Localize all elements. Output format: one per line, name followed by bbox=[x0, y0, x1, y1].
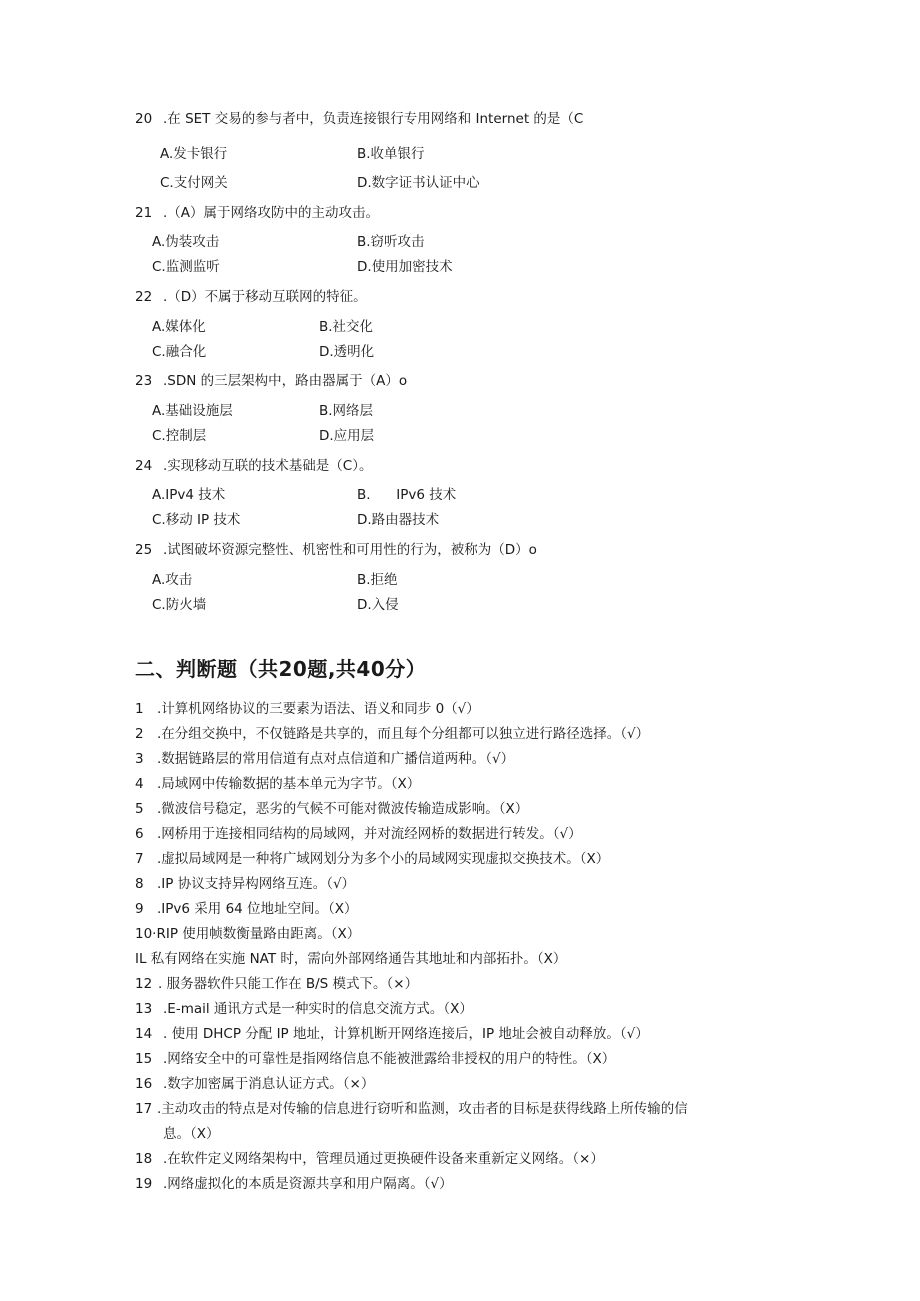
item-text: .在软件定义网络架构中，管理员通过更换硬件设备来重新定义网络。（×） bbox=[163, 1151, 604, 1167]
option-d: D.透明化 bbox=[319, 344, 375, 360]
option-d: D.数字证书认证中心 bbox=[357, 175, 480, 191]
option-c: C.防火墙 bbox=[152, 597, 207, 613]
question-number: 22 bbox=[135, 289, 153, 305]
item-text: . 服务器软件只能工作在 B/S 模式下。（×） bbox=[158, 976, 419, 992]
option-c: C.监测监听 bbox=[152, 259, 220, 275]
item-text: .数据链路层的常用信道有点对点信道和广播信道两种。（√） bbox=[157, 751, 515, 767]
item-number: 5 bbox=[135, 801, 144, 817]
item-text: .网络安全中的可靠性是指网络信息不能被泄露给非授权的用户的特性。（X） bbox=[163, 1051, 616, 1067]
item-text: .E-mail 通讯方式是一种实时的信息交流方式。（X） bbox=[163, 1001, 473, 1017]
item-number: 16 bbox=[135, 1076, 153, 1092]
option-b: B.窃听攻击 bbox=[357, 234, 425, 250]
item-number: 6 bbox=[135, 826, 144, 842]
option-c: C.控制层 bbox=[152, 428, 207, 444]
option-b: B.网络层 bbox=[319, 403, 374, 419]
question-text: .实现移动互联的技术基础是（C）。 bbox=[163, 458, 373, 474]
option-a: A.攻击 bbox=[152, 572, 193, 588]
option-d: D.使用加密技术 bbox=[357, 259, 453, 275]
item-number: 4 bbox=[135, 776, 144, 792]
item-number: 13 bbox=[135, 1001, 153, 1017]
option-d: D.路由器技术 bbox=[357, 512, 440, 528]
question-number: 20 bbox=[135, 111, 153, 127]
item-number: 9 bbox=[135, 901, 144, 917]
question-text: .（A）属于网络攻防中的主动攻击。 bbox=[163, 205, 380, 221]
item-text: .网桥用于连接相同结构的局域网，并对流经网桥的数据进行转发。（√） bbox=[157, 826, 582, 842]
option-b: B. IPv6 技术 bbox=[357, 487, 457, 503]
item-text: .数字加密属于消息认证方式。（×） bbox=[163, 1076, 375, 1092]
item-text: IL 私有网络在实施 NAT 时，需向外部网络通告其地址和内部拓扑。（X） bbox=[135, 951, 567, 967]
item-text: .微波信号稳定，恶劣的气候不可能对微波传输造成影响。（X） bbox=[157, 801, 529, 817]
question-number: 21 bbox=[135, 205, 153, 221]
option-b: B.拒绝 bbox=[357, 572, 398, 588]
item-text: .局域网中传输数据的基本单元为字节。（X） bbox=[157, 776, 421, 792]
question-text: .SDN 的三层架构中，路由器属于（A）o bbox=[163, 373, 408, 389]
item-text: .主动攻击的特点是对传输的信息进行窃听和监测，攻击者的目标是获得线路上所传输的信 bbox=[157, 1101, 688, 1117]
question-text: .（D）不属于移动互联网的特征。 bbox=[163, 289, 367, 305]
item-text: .在分组交换中，不仅链路是共享的，而且每个分组都可以独立进行路径选择。（√） bbox=[157, 726, 650, 742]
question-number: 23 bbox=[135, 373, 153, 389]
question-text: .在 SET 交易的参与者中，负责连接银行专用网络和 Internet 的是（C bbox=[163, 111, 584, 127]
item-number: 17 bbox=[135, 1101, 153, 1117]
item-text: .虚拟局域网是一种将广域网划分为多个小的局域网实现虚拟交换技术。（X） bbox=[157, 851, 610, 867]
item-text: .IP 协议支持异构网络互连。（√） bbox=[157, 876, 356, 892]
option-c: C.移动 IP 技术 bbox=[152, 512, 241, 528]
item-text: .计算机网络协议的三要素为语法、语义和同步 0（√） bbox=[157, 701, 480, 717]
option-a: A.伪装攻击 bbox=[152, 234, 220, 250]
option-a: A.IPv4 技术 bbox=[152, 487, 226, 503]
item-number: 15 bbox=[135, 1051, 153, 1067]
item-number: 12 bbox=[135, 976, 153, 992]
question-text: .试图破坏资源完整性、机密性和可用性的行为，被称为（D）o bbox=[163, 542, 537, 558]
item-text: .网络虚拟化的本质是资源共享和用户隔离。（√） bbox=[163, 1176, 453, 1192]
item-number: 14 bbox=[135, 1026, 153, 1042]
option-b: B.社交化 bbox=[319, 319, 374, 335]
item-number: 8 bbox=[135, 876, 144, 892]
item-number: 18 bbox=[135, 1151, 153, 1167]
question-number: 24 bbox=[135, 458, 153, 474]
question-number: 25 bbox=[135, 542, 153, 558]
item-text: 10·RIP 使用帧数衡量路由距离。（X） bbox=[135, 926, 361, 942]
item-number: 1 bbox=[135, 701, 144, 717]
option-a: A.发卡银行 bbox=[160, 146, 228, 162]
item-number: 19 bbox=[135, 1176, 153, 1192]
option-d: D.入侵 bbox=[357, 597, 399, 613]
item-text: .IPv6 采用 64 位地址空间。（X） bbox=[157, 901, 358, 917]
option-a: A.基础设施层 bbox=[152, 403, 233, 419]
option-c: C.支付网关 bbox=[160, 175, 228, 191]
section-heading: 二、判断题（共20题,共40分） bbox=[135, 657, 427, 681]
option-d: D.应用层 bbox=[319, 428, 375, 444]
option-a: A.媒体化 bbox=[152, 319, 206, 335]
item-text-continued: 息。（X） bbox=[163, 1126, 220, 1142]
item-number: 3 bbox=[135, 751, 144, 767]
option-b: B.收单银行 bbox=[357, 146, 425, 162]
item-number: 2 bbox=[135, 726, 144, 742]
option-c: C.融合化 bbox=[152, 344, 207, 360]
item-text: . 使用 DHCP 分配 IP 地址，计算机断开网络连接后，IP 地址会被自动释放。（√） bbox=[163, 1026, 649, 1042]
item-number: 7 bbox=[135, 851, 144, 867]
